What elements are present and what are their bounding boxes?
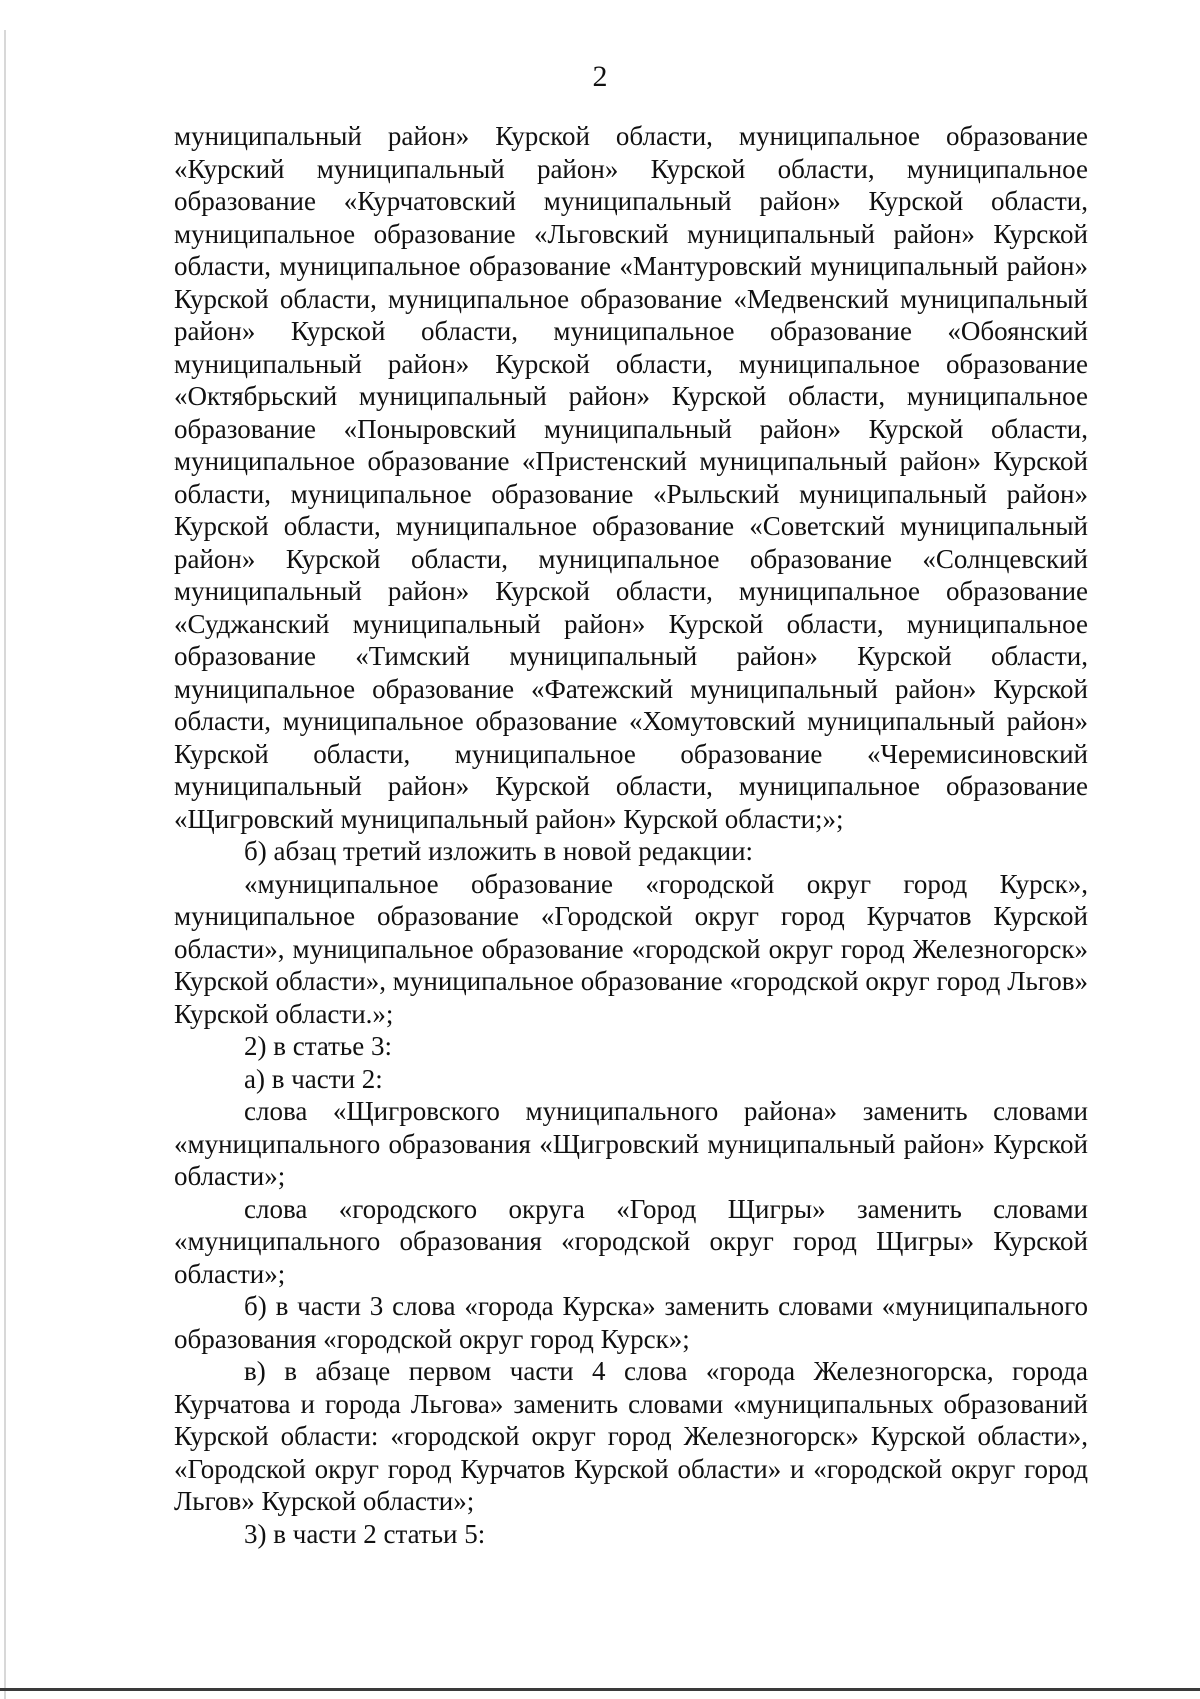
paragraph-article-3: 2) в статье 3: [244, 1031, 392, 1061]
paragraph-new-wording: «муниципальное образование «городской округ город Курск», муниципальное образование «Городской округ город Курчатов Курской области», муниципальное образование «городской округ город Железногорск» Курской области», муниципальное образование «городской округ город Льгов» Курской области.»; [174, 868, 1088, 1029]
paragraph-replace-shchigry-city: слова «городского округа «Город Щигры» заменить словами «муниципального образования «городской округ город Щигры» Курской области»; [174, 1193, 1088, 1289]
paragraph-part-3: б) в части 3 слова «города Курска» заменить словами «муниципального образования «городской округ город Курск»; [174, 1291, 1088, 1354]
paragraph-replace-shchigry-district: слова «Щигровского муниципального района» заменить словами «муниципального образования «Щигровский муниципальный район» Курской области»; [174, 1096, 1088, 1191]
paragraph-part-2: а) в части 2: [244, 1063, 383, 1094]
paragraph-district-list: муниципальный район» Курской области, муниципальное образование «Курский муниципальный район» Курской области, муниципальное образование «Курчатовский муниципальный район» Курской области, муниципальное образование «Льговский муниципальный район» Курской области, муниципальное образование «Мантуровский муниципальный район» Курской области, муниципальное образование «Медвенский муниципальный район» Курской области, муниципальное образование «Обоянский муниципальный район» Курской области, муниципальное образование «Октябрьский муниципальный район» Курской области, муниципальное образование «Поныровский муниципальный район» Курской области, муниципальное образование «Пристенский муниципальный район» Курской области, муниципальное образование «Рыльский муниципальный район» Курской области, муниципальное образование «Советский муниципальный район» Курской области, муниципальное образование «Солнцевский муниципальный район» Курской области, муниципальное образование «Суджанский муниципальный район» Курской области, муниципальное образование «Тимский муниципальный район» Курской области, муниципальное образование «Фатежский муниципальный район» Курской области, муниципальное образование «Хомутовский муниципальный район» Курской области, муниципальное образование «Черемисиновский муниципальный район» Курской области, муниципальное образование «Щигровский муниципальный район» Курской области;»; [174, 121, 1088, 834]
paragraph-article-5: 3) в части 2 статьи 5: [244, 1518, 486, 1549]
page-number: 2 [592, 60, 608, 93]
scan-left-edge [4, 30, 6, 1699]
paragraph-part-4: в) в абзаце первом части 4 слова «города Железногорска, города Курчатова и города Льгова» заменить словами «муниципальных образований Курской области: «городской округ город Железногорск» Курской области», «Городской округ город Курчатов Курской области» и «городской округ город Льгов» Курской области»; [174, 1356, 1088, 1516]
document-body [174, 120, 1088, 1550]
paragraph-item-b: б) абзац третий изложить в новой редакции: [244, 836, 754, 866]
scan-bottom-edge [0, 1688, 1200, 1691]
